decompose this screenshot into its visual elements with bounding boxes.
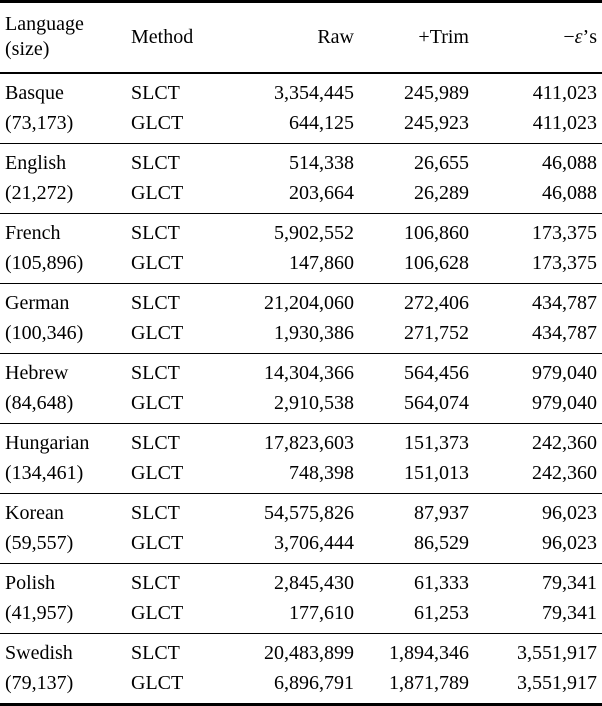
table-row xyxy=(0,668,602,705)
cell-raw: 514,338 xyxy=(225,144,355,179)
cell-size: (79,137) xyxy=(5,672,74,694)
cell-language: Hungarian xyxy=(0,424,130,459)
cell-method: SLCT xyxy=(130,144,225,179)
cell-trim: 106,628 xyxy=(404,252,469,274)
cell-language: Hebrew xyxy=(0,354,130,389)
cell-raw: 6,896,791 xyxy=(274,672,354,694)
cell-trim: 564,456 xyxy=(355,354,470,389)
table-row xyxy=(0,598,602,634)
cell-method: GLCT xyxy=(131,602,184,624)
table-row xyxy=(0,424,602,459)
table-row xyxy=(0,318,602,354)
cell-raw: 20,483,899 xyxy=(225,634,355,669)
table-header xyxy=(0,2,602,74)
cell-epsilons: 79,341 xyxy=(542,602,597,624)
cell-epsilons: 242,360 xyxy=(470,424,602,459)
table-row xyxy=(0,564,602,599)
cell-raw: 54,575,826 xyxy=(225,494,355,529)
cell-raw: 748,398 xyxy=(289,462,354,484)
cell-language: German xyxy=(0,284,130,319)
cell-epsilons: 96,023 xyxy=(542,532,597,554)
cell-size: (21,272) xyxy=(5,182,74,204)
cell-epsilons: 434,787 xyxy=(470,284,602,319)
cell-trim: 272,406 xyxy=(355,284,470,319)
cell-epsilons: 411,023 xyxy=(532,82,597,104)
cell-epsilons: 96,023 xyxy=(470,494,602,529)
cell-trim: 87,937 xyxy=(355,494,470,529)
cell-method: GLCT xyxy=(131,532,184,554)
cell-method: SLCT xyxy=(130,354,225,389)
header-raw: Raw xyxy=(317,25,354,48)
cell-epsilons: 434,787 xyxy=(532,322,597,344)
cell-epsilons: 173,375 xyxy=(532,252,597,274)
cell-language: Korean xyxy=(0,494,130,529)
table-row xyxy=(0,214,602,249)
table-row xyxy=(0,284,602,319)
cell-trim: 26,289 xyxy=(414,182,469,204)
cell-method: GLCT xyxy=(131,252,184,274)
table-row xyxy=(0,144,602,179)
cell-method: GLCT xyxy=(131,392,184,414)
epsilon-symbol: ε xyxy=(574,25,583,48)
epsilons-suffix: ’s xyxy=(582,25,597,48)
header-minus-epsilons xyxy=(470,2,602,74)
cell-raw: 177,610 xyxy=(289,602,354,624)
table-row xyxy=(0,178,602,214)
cell-size: (41,957) xyxy=(5,602,74,624)
cell-raw: 2,845,430 xyxy=(225,564,355,599)
cell-trim: 151,373 xyxy=(355,424,470,459)
header-row xyxy=(0,2,602,74)
cell-trim: 1,871,789 xyxy=(389,672,469,694)
cell-epsilons: 79,341 xyxy=(470,564,602,599)
cell-epsilons: 411,023 xyxy=(532,112,597,134)
cell-language: Swedish xyxy=(0,634,130,669)
cell-raw: 3,354,445 xyxy=(274,82,354,104)
cell-raw: 14,304,366 xyxy=(225,354,355,389)
cell-method: GLCT xyxy=(131,672,184,694)
header-trim: +Trim xyxy=(418,25,469,48)
cell-epsilons: 46,088 xyxy=(470,144,602,179)
cell-method: GLCT xyxy=(131,112,184,134)
cell-raw: 1,930,386 xyxy=(274,322,354,344)
cell-trim: 106,860 xyxy=(355,214,470,249)
cell-method: SLCT xyxy=(131,82,180,104)
header-language-line1: Language xyxy=(5,13,84,35)
cell-epsilons: 46,088 xyxy=(542,182,597,204)
table-row xyxy=(0,108,602,144)
cell-method: GLCT xyxy=(131,182,184,204)
cell-trim: 1,894,346 xyxy=(355,634,470,669)
cell-raw: 644,125 xyxy=(289,112,354,134)
cell-method: SLCT xyxy=(130,494,225,529)
cell-epsilons: 979,040 xyxy=(532,392,597,414)
table-row xyxy=(0,354,602,389)
cell-method: GLCT xyxy=(131,322,184,344)
cell-trim: 26,655 xyxy=(355,144,470,179)
cell-language: French xyxy=(0,214,130,249)
cell-raw: 2,910,538 xyxy=(274,392,354,414)
cell-size: (84,648) xyxy=(5,392,74,414)
cell-language: Polish xyxy=(0,564,130,599)
cell-method: GLCT xyxy=(131,462,184,484)
table-row xyxy=(0,73,602,108)
cell-trim: 151,013 xyxy=(404,462,469,484)
cell-method: SLCT xyxy=(130,634,225,669)
header-method: Method xyxy=(131,25,194,48)
table-row xyxy=(0,248,602,284)
minus-sign: − xyxy=(563,25,575,48)
cell-raw: 3,706,444 xyxy=(274,532,354,554)
table-row xyxy=(0,458,602,494)
cell-language: Basque xyxy=(5,82,64,104)
table-row xyxy=(0,388,602,424)
cell-size: (134,461) xyxy=(5,462,84,484)
results-table-body xyxy=(0,73,602,705)
cell-raw: 5,902,552 xyxy=(225,214,355,249)
cell-trim: 245,923 xyxy=(404,112,469,134)
cell-size: (73,173) xyxy=(5,112,74,134)
cell-method: SLCT xyxy=(130,564,225,599)
cell-epsilons: 3,551,917 xyxy=(517,672,597,694)
cell-size: (105,896) xyxy=(5,252,84,274)
cell-trim: 61,333 xyxy=(355,564,470,599)
cell-method: SLCT xyxy=(130,214,225,249)
cell-size: (59,557) xyxy=(5,532,74,554)
cell-raw: 21,204,060 xyxy=(225,284,355,319)
table-row xyxy=(0,494,602,529)
cell-raw: 147,860 xyxy=(289,252,354,274)
cell-size: (100,346) xyxy=(5,322,84,344)
cell-trim: 61,253 xyxy=(414,602,469,624)
table-row xyxy=(0,528,602,564)
cell-trim: 564,074 xyxy=(404,392,469,414)
cell-trim: 86,529 xyxy=(414,532,469,554)
cell-raw: 203,664 xyxy=(289,182,354,204)
cell-epsilons: 3,551,917 xyxy=(470,634,602,669)
cell-epsilons: 979,040 xyxy=(470,354,602,389)
cell-epsilons: 173,375 xyxy=(470,214,602,249)
cell-epsilons: 242,360 xyxy=(532,462,597,484)
cell-method: SLCT xyxy=(130,424,225,459)
cell-trim: 245,989 xyxy=(404,82,469,104)
cell-raw: 17,823,603 xyxy=(225,424,355,459)
table-row xyxy=(0,634,602,669)
cell-trim: 271,752 xyxy=(404,322,469,344)
cell-method: SLCT xyxy=(130,284,225,319)
cell-language: English xyxy=(0,144,130,179)
header-language-size xyxy=(0,2,130,74)
header-language-line2: (size) xyxy=(5,38,50,60)
